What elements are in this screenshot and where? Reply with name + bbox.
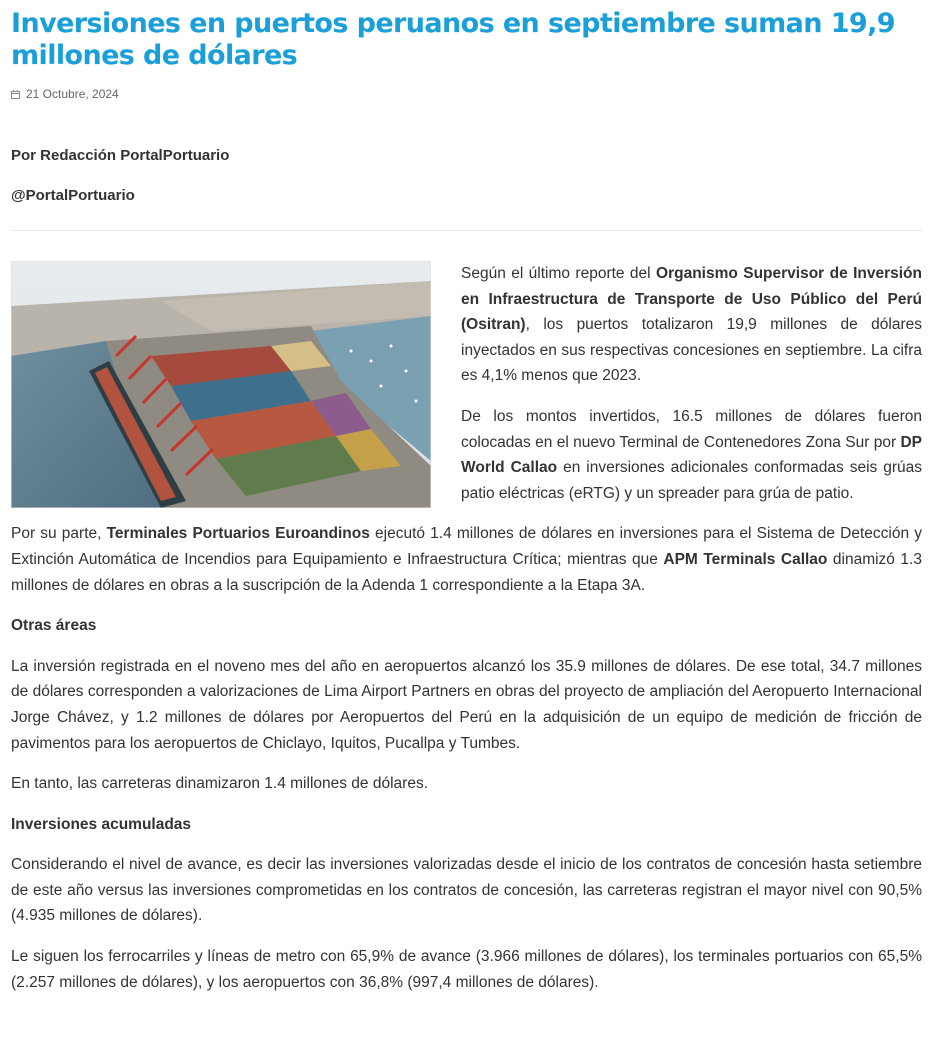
author-handle: @PortalPortuario xyxy=(11,187,135,204)
paragraph: La inversión registrada en el noveno mes del año en aeropuertos alcanzó los 35.9 millones de dólares. De ese total, 34.7 millones de dólares corresponden a valorizaciones de Lima Airport Partners en obras del proyecto de ampliación del Aeropuerto Internacional Jorge Chávez, y 1.2 millones de dólares por Aeropuertos del Perú en la adquisición de un equipo de medición de fricción de pavimentos para los aeropuertos de Chiclayo, Iquitos, Pucallpa y Tumbes. xyxy=(11,657,922,752)
section-heading: Otras áreas xyxy=(11,617,97,635)
text: Según el último reporte del xyxy=(461,265,657,282)
section-heading: Inversiones acumuladas xyxy=(11,815,192,833)
byline: Por Redacción PortalPortuario xyxy=(11,147,230,164)
paragraph: Considerando el nivel de avance, es decir las inversiones valorizadas desde el inicio de los contratos de concesión hasta setiembre de este año versus las inversiones comprometidas en los contratos de concesión, las carreteras registran el mayor nivel con 90,5% (4.935 millones de dólares). xyxy=(11,856,922,925)
text: Por su parte, xyxy=(11,525,107,543)
bold-text: APM Terminals Callao xyxy=(663,550,828,568)
divider xyxy=(11,230,922,231)
date-text: 21 Octubre, 2024 xyxy=(26,87,119,101)
article xyxy=(11,0,922,1010)
paragraph xyxy=(11,521,922,598)
bold-text: DP World Callao xyxy=(461,433,922,477)
calendar-icon xyxy=(11,90,20,99)
article-body xyxy=(11,261,922,995)
paragraph: En tanto, las carreteras dinamizaron 1.4 millones de dólares. xyxy=(11,775,428,793)
text: De los montos invertidos, 16.5 millones de dólares fueron colocadas en el nuevo Terminal de Contenedores Zona Sur por xyxy=(461,407,922,451)
text: , los puertos totalizaron 19,9 millones de dólares inyectados en sus respectivas concesiones en septiembre. La cifra es 4,1% menos que 2023. xyxy=(461,316,922,385)
article-date xyxy=(11,87,922,101)
paragraph: Le siguen los ferrocarriles y líneas de metro con 65,9% de avance (3.966 millones de dólares), los terminales portuarios con 65,5% (2.257 millones de dólares), y los aeropuertos con 36,8% (997,4 millones de dólares). xyxy=(11,948,922,991)
bold-text: Organismo Supervisor de Inversión en Infraestructura de Transporte de Uso Público del Perú (Ositran) xyxy=(461,265,922,334)
port-photo xyxy=(11,261,431,508)
text: ejecutó 1.4 millones de dólares en inversiones para el Sistema de Detección y Extinción Automática de Incendios para Equipamiento e Infraestructura Crítica; mientras que xyxy=(11,525,922,568)
text: en inversiones adicionales conformadas seis grúas patio eléctricas (eRTG) y un spreader para grúa de patio. xyxy=(461,459,922,502)
bold-text: Terminales Portuarios Euroandinos xyxy=(106,525,370,543)
text: dinamizó 1.3 millones de dólares en obras a la suscripción de la Adenda 1 correspondiente a la Etapa 3A. xyxy=(11,550,922,594)
article-title: Inversiones en puertos peruanos en septiembre suman 19,9 millones de dólares xyxy=(11,8,895,71)
